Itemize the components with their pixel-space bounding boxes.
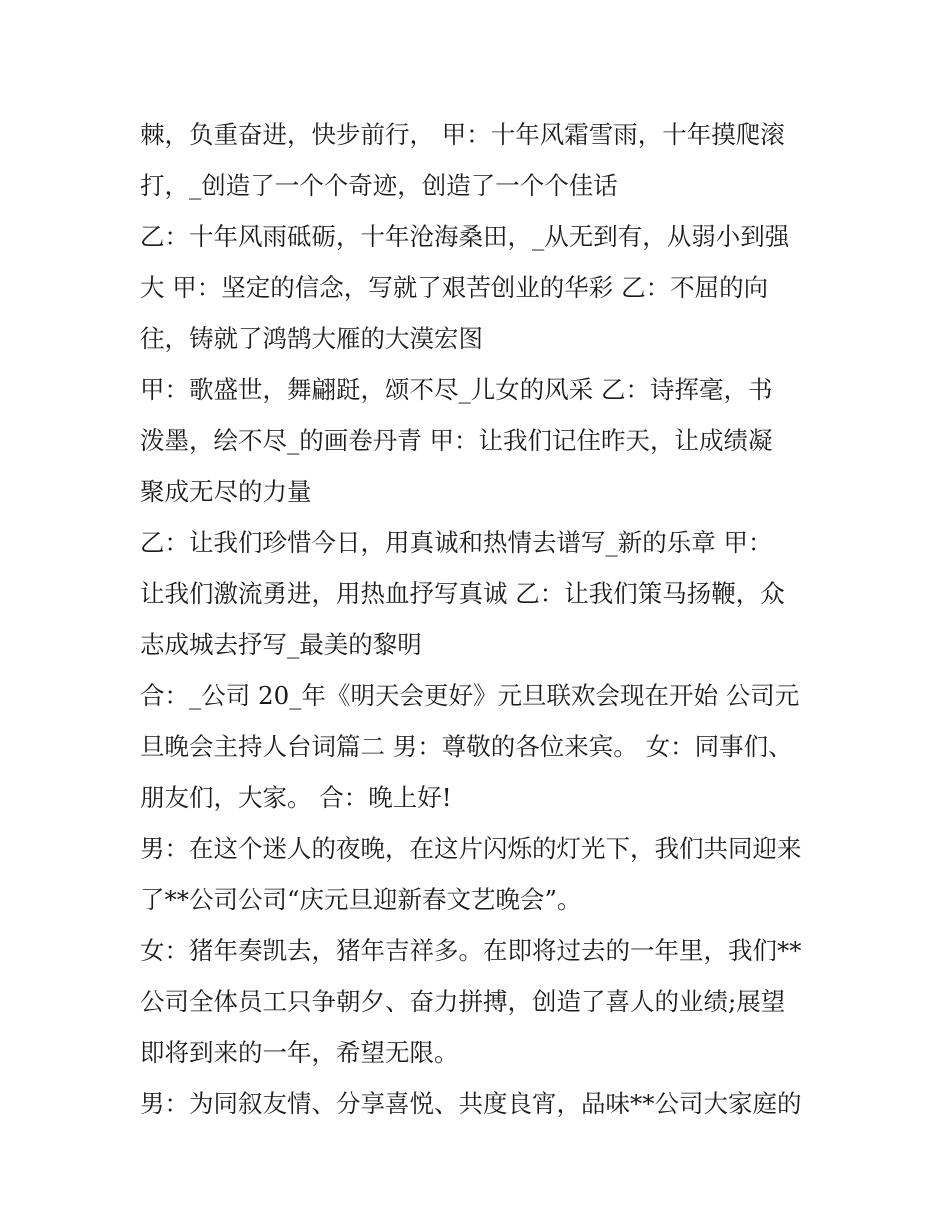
text-line: 大 甲：坚定的信念，写就了艰苦创业的华彩 乙：不屈的向 <box>140 273 769 302</box>
text-line: 男：在这个迷人的夜晚，在这片闪烁的灯光下，我们共同迎来 <box>140 834 802 863</box>
text-line: 旦晚会主持人台词篇二 男：尊敬的各位来宾。 女：同事们、 <box>140 732 793 761</box>
text-line: 打，_创造了一个个奇迹，创造了一个个佳话 <box>140 171 618 200</box>
text-line: 即将到来的一年，希望无限。 <box>140 1038 459 1067</box>
text-line: 男：为同叙友情、分享喜悦、共度良宵，品味**公司大家庭的 <box>140 1089 802 1118</box>
text-line: 合：_公司 20_年《明天会更好》元旦联欢会现在开始 公司元 <box>140 681 800 710</box>
text-line: 棘，负重奋进，快步前行， 甲：十年风霜雪雨，十年摸爬滚 <box>140 120 785 149</box>
text-line: 甲：歌盛世，舞翩跹，颂不尽_儿女的风采 乙：诗挥毫，书 <box>140 375 773 404</box>
text-line: 女：猪年奏凯去，猪年吉祥多。在即将过去的一年里，我们** <box>140 936 802 965</box>
text-line: 聚成无尽的力量 <box>140 477 312 506</box>
text-line: 泼墨，绘不尽_的画卷丹青 甲：让我们记住昨天，让成绩凝 <box>140 426 773 455</box>
text-line: 让我们激流勇进，用热血抒写真诚 乙：让我们策马扬鞭，众 <box>140 579 785 608</box>
text-line: 了**公司公司“庆元旦迎新春文艺晚会”。 <box>140 885 582 914</box>
text-line: 乙：让我们珍惜今日，用真诚和热情去谱写_新的乐章 甲： <box>140 528 773 557</box>
text-line: 乙：十年风雨砥砺，十年沧海桑田，_从无到有，从弱小到强 <box>140 222 790 251</box>
text-line: 朋友们，大家。 合：晚上好! <box>140 783 452 812</box>
text-line: 志成城去抒写_最美的黎明 <box>140 630 422 659</box>
text-line: 往，铸就了鸿鹄大雁的大漠宏图 <box>140 324 483 353</box>
document-body <box>140 109 820 1129</box>
text-line: 公司全体员工只争朝夕、奋力拼搏，创造了喜人的业绩;展望 <box>140 987 786 1016</box>
